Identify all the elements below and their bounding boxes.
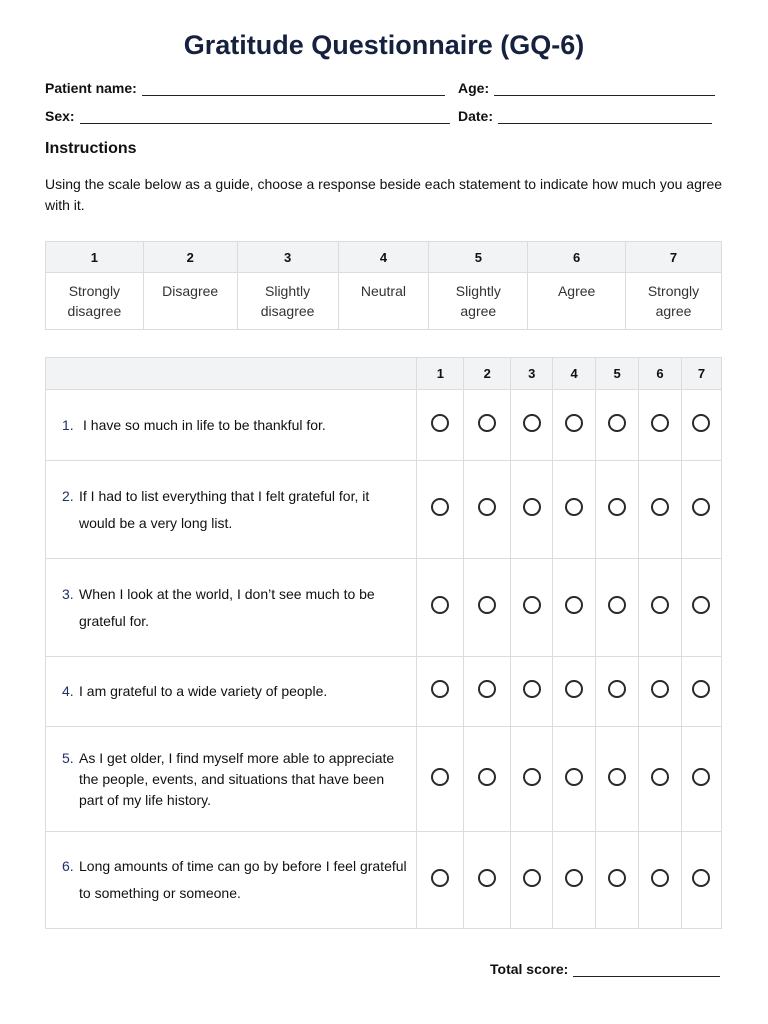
page-title: Gratitude Questionnaire (GQ-6)	[183, 30, 585, 60]
question-cell	[46, 559, 417, 657]
scale-number: 4	[338, 242, 429, 273]
sex-line[interactable]	[80, 111, 450, 124]
radio-option-7[interactable]	[692, 869, 710, 887]
total-score-line[interactable]	[573, 964, 720, 977]
date-line[interactable]	[498, 111, 712, 124]
scale-label: Neutral	[338, 273, 429, 330]
column-header: 7	[681, 358, 721, 390]
scale-label: Strongly disagree	[46, 273, 144, 330]
question-row	[46, 559, 722, 657]
question-row	[46, 390, 722, 461]
radio-option-7[interactable]	[692, 414, 710, 432]
radio-option-4[interactable]	[565, 596, 583, 614]
question-header-row	[46, 358, 722, 390]
radio-option-3[interactable]	[523, 869, 541, 887]
question-text: If I had to list everything that I felt grateful for, it would be a very long list.	[79, 487, 370, 531]
column-header: 5	[596, 358, 639, 390]
patient-name-label: Patient name:	[45, 80, 137, 96]
question-cell	[46, 727, 417, 832]
radio-option-5[interactable]	[608, 680, 626, 698]
radio-option-1[interactable]	[431, 596, 449, 614]
question-row	[46, 727, 722, 832]
radio-option-6[interactable]	[651, 414, 669, 432]
question-row	[46, 657, 722, 727]
column-header: 1	[417, 358, 464, 390]
question-number: 2.	[62, 487, 74, 504]
question-text: As I get older, I find myself more able to appreciate the people, events, and situations that have been part of my life history.	[79, 749, 395, 808]
scale-number: 3	[237, 242, 338, 273]
date-label: Date:	[458, 108, 494, 124]
radio-option-7[interactable]	[692, 680, 710, 698]
radio-option-7[interactable]	[692, 768, 710, 786]
radio-option-6[interactable]	[651, 768, 669, 786]
radio-option-1[interactable]	[431, 414, 449, 432]
radio-option-1[interactable]	[431, 869, 449, 887]
radio-option-2[interactable]	[478, 596, 496, 614]
age-field[interactable]	[458, 80, 715, 96]
column-header: 4	[553, 358, 596, 390]
radio-option-4[interactable]	[565, 869, 583, 887]
question-number: 6.	[62, 858, 74, 874]
scale-number-row	[46, 242, 722, 273]
column-header: 6	[639, 358, 682, 390]
radio-option-4[interactable]	[565, 498, 583, 516]
radio-option-3[interactable]	[523, 768, 541, 786]
total-score-label: Total score:	[490, 961, 569, 977]
radio-option-7[interactable]	[692, 498, 710, 516]
radio-option-2[interactable]	[478, 680, 496, 698]
radio-option-5[interactable]	[608, 498, 626, 516]
scale-table	[45, 241, 722, 330]
question-row	[46, 832, 722, 929]
instructions-text: Using the scale below as a guide, choose a response beside each statement to indicate how much you agree with it.	[45, 176, 723, 213]
radio-option-1[interactable]	[431, 768, 449, 786]
radio-option-3[interactable]	[523, 414, 541, 432]
question-number: 3.	[62, 585, 74, 602]
scale-number: 7	[625, 242, 721, 273]
radio-option-4[interactable]	[565, 414, 583, 432]
radio-option-1[interactable]	[431, 680, 449, 698]
scale-label: Slightly agree	[429, 273, 528, 330]
scale-number: 2	[143, 242, 237, 273]
radio-option-4[interactable]	[565, 768, 583, 786]
question-row	[46, 461, 722, 559]
radio-option-5[interactable]	[608, 768, 626, 786]
question-text: When I look at the world, I don’t see much to be grateful for.	[79, 585, 375, 629]
radio-option-5[interactable]	[608, 414, 626, 432]
total-score-field[interactable]	[490, 961, 720, 977]
patient-name-line[interactable]	[142, 83, 445, 96]
question-cell	[46, 657, 417, 727]
radio-option-3[interactable]	[523, 680, 541, 698]
age-label: Age:	[458, 80, 490, 96]
column-header: 2	[464, 358, 511, 390]
scale-label: Agree	[528, 273, 626, 330]
radio-option-7[interactable]	[692, 596, 710, 614]
scale-number: 6	[528, 242, 626, 273]
instructions-heading: Instructions	[45, 140, 137, 157]
question-number: 4.	[62, 683, 74, 699]
radio-option-2[interactable]	[478, 768, 496, 786]
radio-option-6[interactable]	[651, 596, 669, 614]
question-number: 5.	[62, 749, 74, 766]
radio-option-5[interactable]	[608, 869, 626, 887]
sex-label: Sex:	[45, 108, 75, 124]
patient-name-field[interactable]	[45, 80, 445, 96]
column-header: 3	[511, 358, 553, 390]
scale-label: Strongly agree	[625, 273, 721, 330]
scale-label: Slightly disagree	[237, 273, 338, 330]
question-text: Long amounts of time can go by before I feel grateful to something or someone.	[79, 858, 407, 901]
questionnaire-table	[45, 357, 722, 929]
radio-option-5[interactable]	[608, 596, 626, 614]
question-text: I am grateful to a wide variety of people.	[79, 683, 328, 699]
question-cell	[46, 461, 417, 559]
scale-number: 1	[46, 242, 144, 273]
date-field[interactable]	[458, 108, 712, 124]
radio-option-2[interactable]	[478, 414, 496, 432]
radio-option-3[interactable]	[523, 498, 541, 516]
sex-field[interactable]	[45, 108, 450, 124]
age-line[interactable]	[494, 83, 715, 96]
question-column-header	[46, 358, 417, 390]
scale-label-row	[46, 273, 722, 330]
scale-number: 5	[429, 242, 528, 273]
radio-option-2[interactable]	[478, 869, 496, 887]
radio-option-1[interactable]	[431, 498, 449, 516]
radio-option-4[interactable]	[565, 680, 583, 698]
scale-label: Disagree	[143, 273, 237, 330]
question-cell	[46, 832, 417, 929]
question-number: 1.	[62, 416, 74, 433]
radio-option-6[interactable]	[651, 869, 669, 887]
radio-option-6[interactable]	[651, 498, 669, 516]
question-text: I have so much in life to be thankful for.	[83, 416, 326, 433]
question-cell	[46, 390, 417, 461]
radio-option-6[interactable]	[651, 680, 669, 698]
radio-option-3[interactable]	[523, 596, 541, 614]
radio-option-2[interactable]	[478, 498, 496, 516]
